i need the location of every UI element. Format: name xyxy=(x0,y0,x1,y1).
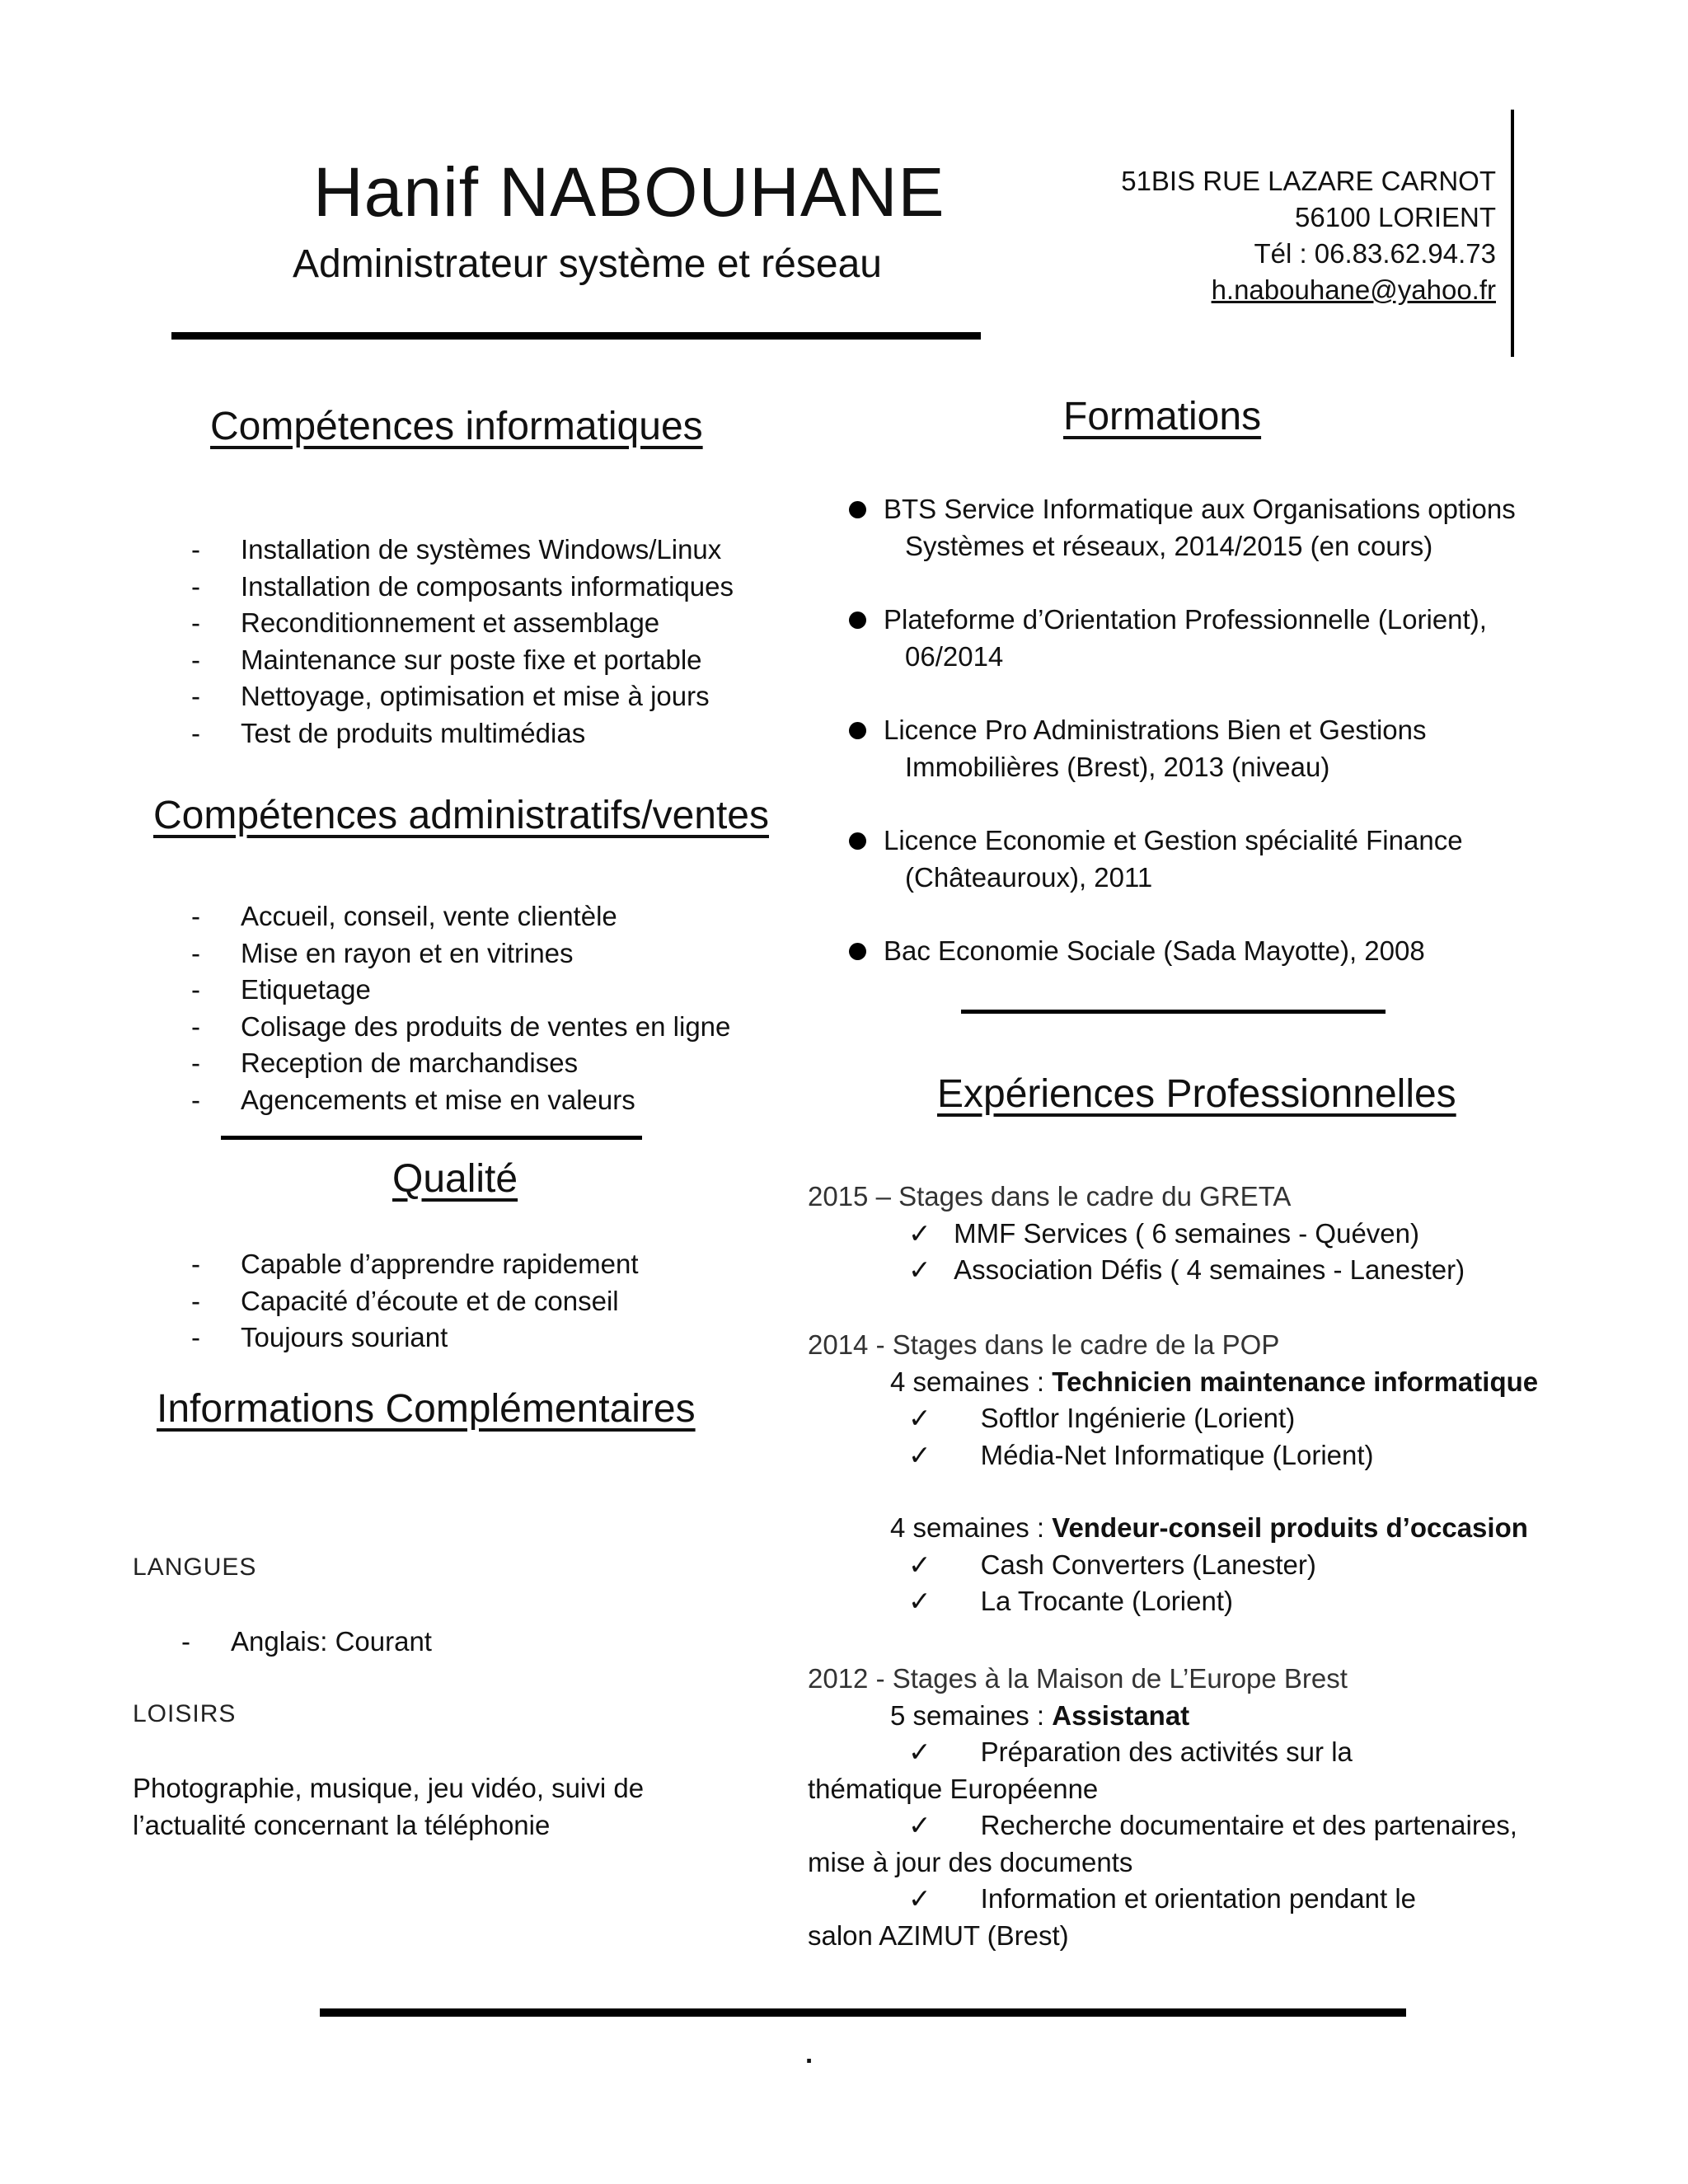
list-item: - Toujours souriant xyxy=(191,1319,639,1357)
experience-head: 2014 - Stages dans le cadre de la POP xyxy=(808,1329,1280,1360)
list-item: - Reception de marchandises xyxy=(191,1045,730,1082)
formations-list xyxy=(849,491,1591,1007)
check-icon: ✓ xyxy=(908,1254,931,1285)
check-icon: ✓ xyxy=(908,1883,931,1914)
address-line1: 51BIS RUE LAZARE CARNOT xyxy=(1121,166,1496,196)
list-item: - Colisage des produits de ventes en ligne xyxy=(191,1009,730,1046)
check-icon: ✓ xyxy=(908,1549,931,1580)
check-icon: ✓ xyxy=(908,1810,931,1840)
loisirs-text: Photographie, musique, jeu vidéo, suivi de l’actualité concernant la téléphonie xyxy=(133,1773,645,1840)
email-link[interactable]: h.nabouhane@yahoo.fr xyxy=(1211,274,1496,305)
section-title-competences-info: Compétences informatiques xyxy=(210,405,703,448)
experience-pop: 2014 - Stages dans le cadre de la POP 4 semaines : Technicien maintenance informatique ✓ Softlor Ingénierie (Lorient) ✓ Média-Net Informatique (Lorient) 4 semaines : Vendeur-conseil produits d’occasion ✓ Cash Converters (Lanester) ✓ La Trocante (Lorient) xyxy=(808,1327,1538,1620)
list-item: - Etiquetage xyxy=(191,972,730,1009)
list-item: - Capacité d’écoute et de conseil xyxy=(191,1283,639,1320)
right-section-rule xyxy=(961,1010,1386,1014)
list-item: Bac Economie Sociale (Sada Mayotte), 2008 xyxy=(849,933,1591,970)
check-icon: ✓ xyxy=(908,1217,931,1249)
phone: Tél : 06.83.62.94.73 xyxy=(1254,238,1496,269)
langues-list xyxy=(181,1624,432,1661)
footer-dot: . xyxy=(805,2038,814,2069)
list-item: - Accueil, conseil, vente clientèle xyxy=(191,898,730,935)
list-item: BTS Service Informatique aux Organisations options Systèmes et réseaux, 2014/2015 (en cours) xyxy=(849,491,1591,565)
list-item: Licence Economie et Gestion spécialité Finance (Châteauroux), 2011 xyxy=(849,823,1591,896)
list-item: Plateforme d’Orientation Professionnelle (Lorient), 06/2014 xyxy=(849,602,1591,675)
header-rule xyxy=(171,332,981,340)
list-item: - Installation de systèmes Windows/Linux xyxy=(191,532,734,569)
experience-head: 2012 - Stages à la Maison de L’Europe Brest xyxy=(808,1663,1348,1694)
section-title-competences-admin: Compétences administratifs/ventes xyxy=(153,794,769,837)
bullet-icon xyxy=(849,722,866,739)
contact-block xyxy=(1121,163,1496,308)
bullet-icon xyxy=(849,612,866,629)
experience-greta: 2015 – Stages dans le cadre du GRETA ✓ MMF Services ( 6 semaines - Quéven) ✓ Association Défis ( 4 semaines - Lanester) xyxy=(808,1179,1465,1289)
left-section-rule xyxy=(221,1136,642,1140)
list-item: - Nettoyage, optimisation et mise à jours xyxy=(191,678,734,715)
experience-head: 2015 – Stages dans le cadre du GRETA xyxy=(808,1181,1292,1212)
loisirs-label: LOISIRS xyxy=(133,1700,237,1727)
list-item: - Mise en rayon et en vitrines xyxy=(191,935,730,972)
header-vertical-rule xyxy=(1511,110,1514,357)
check-icon: ✓ xyxy=(908,1586,931,1616)
list-item: Licence Pro Administrations Bien et Gestions Immobilières (Brest), 2013 (niveau) xyxy=(849,712,1591,785)
candidate-name: Hanif NABOUHANE xyxy=(313,153,945,231)
bullet-icon xyxy=(849,832,866,850)
address-line2: 56100 LORIENT xyxy=(1295,202,1496,232)
list-item: - Agencements et mise en valeurs xyxy=(191,1082,730,1119)
list-item: - Capable d’apprendre rapidement xyxy=(191,1246,639,1283)
list-item: - Reconditionnement et assemblage xyxy=(191,605,734,642)
list-item: - Test de produits multimédias xyxy=(191,715,734,752)
check-icon: ✓ xyxy=(908,1439,931,1470)
section-title-formations: Formations xyxy=(1063,395,1262,438)
section-title-experiences: Expériences Professionnelles xyxy=(937,1072,1456,1116)
experience-europe: 2012 - Stages à la Maison de L’Europe Brest 5 semaines : Assistanat ✓ Préparation des activités sur la thématique Européenne ✓ Recherche documentaire et des partenaires, mise à jour des documents ✓ Information et orientation pendant le salon AZIMUT (Brest) xyxy=(808,1661,1517,1954)
competences-info-list xyxy=(191,532,734,752)
list-item: - Installation de composants informatiques xyxy=(191,569,734,606)
competences-admin-list xyxy=(191,898,730,1118)
list-item: - Maintenance sur poste fixe et portable xyxy=(191,642,734,679)
bullet-icon xyxy=(849,501,866,518)
check-icon: ✓ xyxy=(908,1403,931,1433)
candidate-title: Administrateur système et réseau xyxy=(293,242,882,286)
check-icon: ✓ xyxy=(908,1736,931,1767)
langues-label: LANGUES xyxy=(133,1554,257,1581)
list-item: - Anglais: Courant xyxy=(181,1624,432,1661)
qualite-list xyxy=(191,1246,639,1357)
footer-rule xyxy=(320,2008,1406,2017)
section-title-qualite: Qualité xyxy=(392,1157,518,1201)
section-title-infos: Informations Complémentaires xyxy=(157,1387,696,1431)
bullet-icon xyxy=(849,943,866,960)
